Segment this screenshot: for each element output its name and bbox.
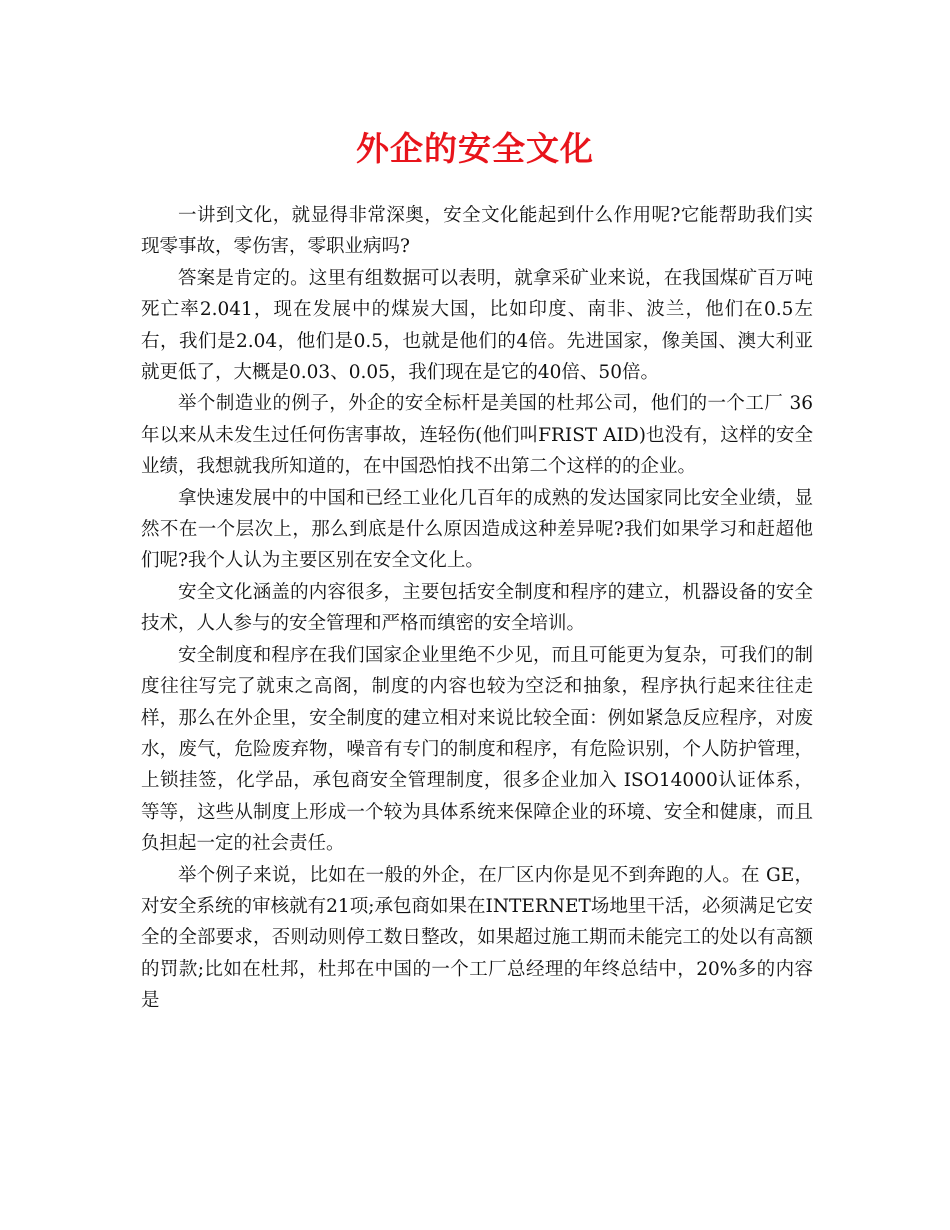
paragraph-4: 拿快速发展中的中国和已经工业化几百年的成熟的发达国家同比安全业绩，显然不在一个层次上，那么到底是什么原因造成这种差异呢?我们如果学习和赶超他们呢?我个人认为主要区别在安全文化上。 xyxy=(141,487,813,572)
paragraph-7: 举个例子来说，比如在一般的外企，在厂区内你是见不到奔跑的人。在 GE，对安全系统的审核就有21项;承包商如果在INTERNET场地里干活，必须满足它安全的全部要求，否则动则停工数日整改，如果超过施工期而未能完工的处以有高额的罚款;比如在杜邦，杜邦在中国的一个工厂总经理的年终总结中，20%多的内容是 xyxy=(141,864,813,1012)
document-body xyxy=(141,200,813,1017)
paragraph-6: 安全制度和程序在我们国家企业里绝不少见，而且可能更为复杂，可我们的制度往往写完了就束之高阁，制度的内容也较为空泛和抽象，程序执行起来往往走样，那么在外企里，安全制度的建立相对来说比较全面：例如紧急反应程序，对废水，废气，危险废弃物，噪音有专门的制度和程序，有危险识别，个人防护管理，上锁挂签，化学品，承包商安全管理制度，很多企业加入 ISO14000认证体系，等等，这些从制度上形成一个较为具体系统来保障企业的环境、安全和健康，而且负担起一定的社会责任。 xyxy=(141,644,813,855)
paragraph-5: 安全文化涵盖的内容很多，主要包括安全制度和程序的建立，机器设备的安全技术，人人参与的安全管理和严格而缜密的安全培训。 xyxy=(141,581,813,635)
paragraph-1: 一讲到文化，就显得非常深奥，安全文化能起到什么作用呢?它能帮助我们实现零事故，零伤害，零职业病吗? xyxy=(141,205,813,258)
paragraph-3: 举个制造业的例子，外企的安全标杆是美国的杜邦公司，他们的一个工厂 36年以来从未发生过任何伤害事故，连轻伤(他们叫FRIST AID)也没有，这样的安全业绩，我想就我所知道的，在中国恐怕找不出第二个这样的的企业。 xyxy=(141,393,813,478)
page-title: 外企的安全文化 xyxy=(356,129,594,168)
paragraph-2: 答案是肯定的。这里有组数据可以表明，就拿采矿业来说，在我国煤矿百万吨死亡率2.041，现在发展中的煤炭大国，比如印度、南非、波兰，他们在0.5左右，我们是2.04，他们是0.5，也就是他们的4倍。先进国家，像美国、澳大利亚就更低了，大概是0.03、0.05，我们现在是它的40倍、50倍。 xyxy=(141,267,813,384)
